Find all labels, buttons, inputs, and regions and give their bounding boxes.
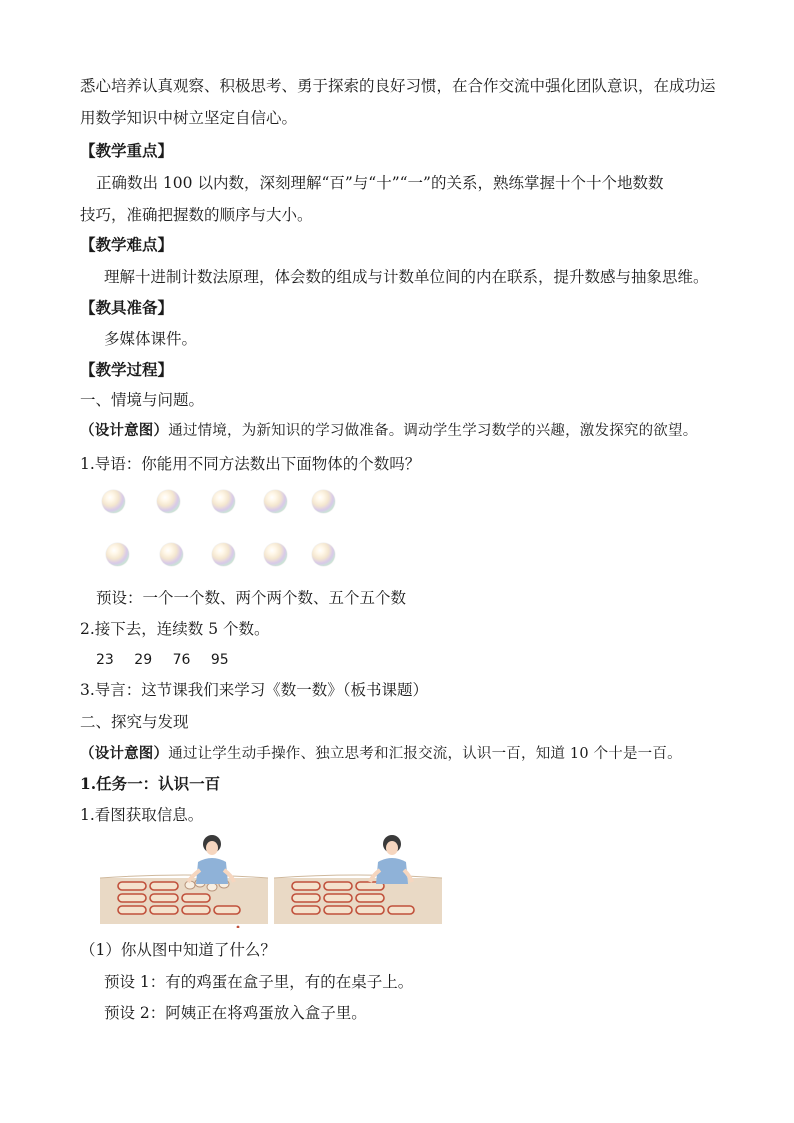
pearl-image [312, 490, 335, 513]
pearl-image [264, 543, 287, 566]
heading-process: 【教学过程】 [80, 360, 174, 379]
number-sequence [96, 648, 245, 672]
question-2: 2.接下去，连续数 5 个数。 [80, 620, 270, 638]
heading-key-points: 【教学重点】 [80, 141, 174, 160]
egg-box-illustration-right [274, 832, 442, 928]
design-intent-1 [80, 419, 697, 443]
design-intent-2 [80, 742, 682, 766]
tools-line-1: 多媒体课件。 [104, 330, 198, 348]
question-3: 3.导言：这节课我们来学习《数一数》（板书课题） [80, 681, 429, 699]
design-intent-text: 通过情境，为新知识的学习做准备。调动学生学习数学的兴趣，激发探究的欲望。 [168, 423, 698, 439]
pearl-image [160, 543, 183, 566]
design-intent-label: （设计意图） [80, 745, 169, 762]
key-points-line-2: 技巧，准确把握数的顺序与大小。 [80, 206, 313, 224]
pearl-image [212, 543, 235, 566]
look-at-picture: 1.看图获取信息。 [80, 806, 204, 824]
preset-counting: 预设：一个一个数、两个两个数、五个五个数 [96, 589, 407, 607]
design-intent-text: 通过让学生动手操作、独立思考和汇报交流，认识一百，知道 10 个十是一百。 [168, 746, 682, 762]
heading-difficulties: 【教学难点】 [80, 235, 174, 254]
number-item: 95 [210, 652, 229, 668]
difficulties-line-1: 理解十进制计数法原理，体会数的组成与计数单位间的内在联系，提升数感与抽象思维。 [104, 268, 709, 286]
pearl-image [264, 490, 287, 513]
section-2-title: 二、探究与发现 [80, 713, 189, 731]
egg-box-illustration-left [100, 832, 268, 928]
sub-question-1: （1）你从图中知道了什么？ [80, 941, 276, 959]
task-1-title: 1.任务一：认识一百 [80, 774, 221, 793]
pearl-image [312, 543, 335, 566]
pearl-image [102, 490, 125, 513]
goal-line-2: 用数学知识中树立坚定自信心。 [80, 109, 298, 127]
question-1: 1.导语：你能用不同方法数出下面物体的个数吗？ [80, 455, 421, 473]
goal-line-1: 悉心培养认真观察、积极思考、勇于探索的良好习惯，在合作交流中强化团队意识，在成功运 [80, 77, 716, 95]
key-points-line-1: 正确数出 100 以内数，深刻理解“百”与“十”“一”的关系，熟练掌握十个十个地数数 [96, 174, 664, 192]
preset-2: 预设 2：阿姨正在将鸡蛋放入盒子里。 [104, 1004, 367, 1022]
pearl-image [157, 490, 180, 513]
number-item: 23 [96, 652, 114, 668]
design-intent-label: （设计意图） [80, 422, 169, 439]
pearl-image [106, 543, 129, 566]
section-1-title: 一、情境与问题。 [80, 391, 205, 409]
preset-1: 预设 1：有的鸡蛋在盒子里，有的在桌子上。 [104, 973, 414, 991]
pearl-image [212, 490, 235, 513]
pearl-group [102, 488, 352, 578]
number-item: 76 [172, 652, 191, 668]
number-item: 29 [134, 652, 153, 668]
heading-tools: 【教具准备】 [80, 298, 174, 317]
